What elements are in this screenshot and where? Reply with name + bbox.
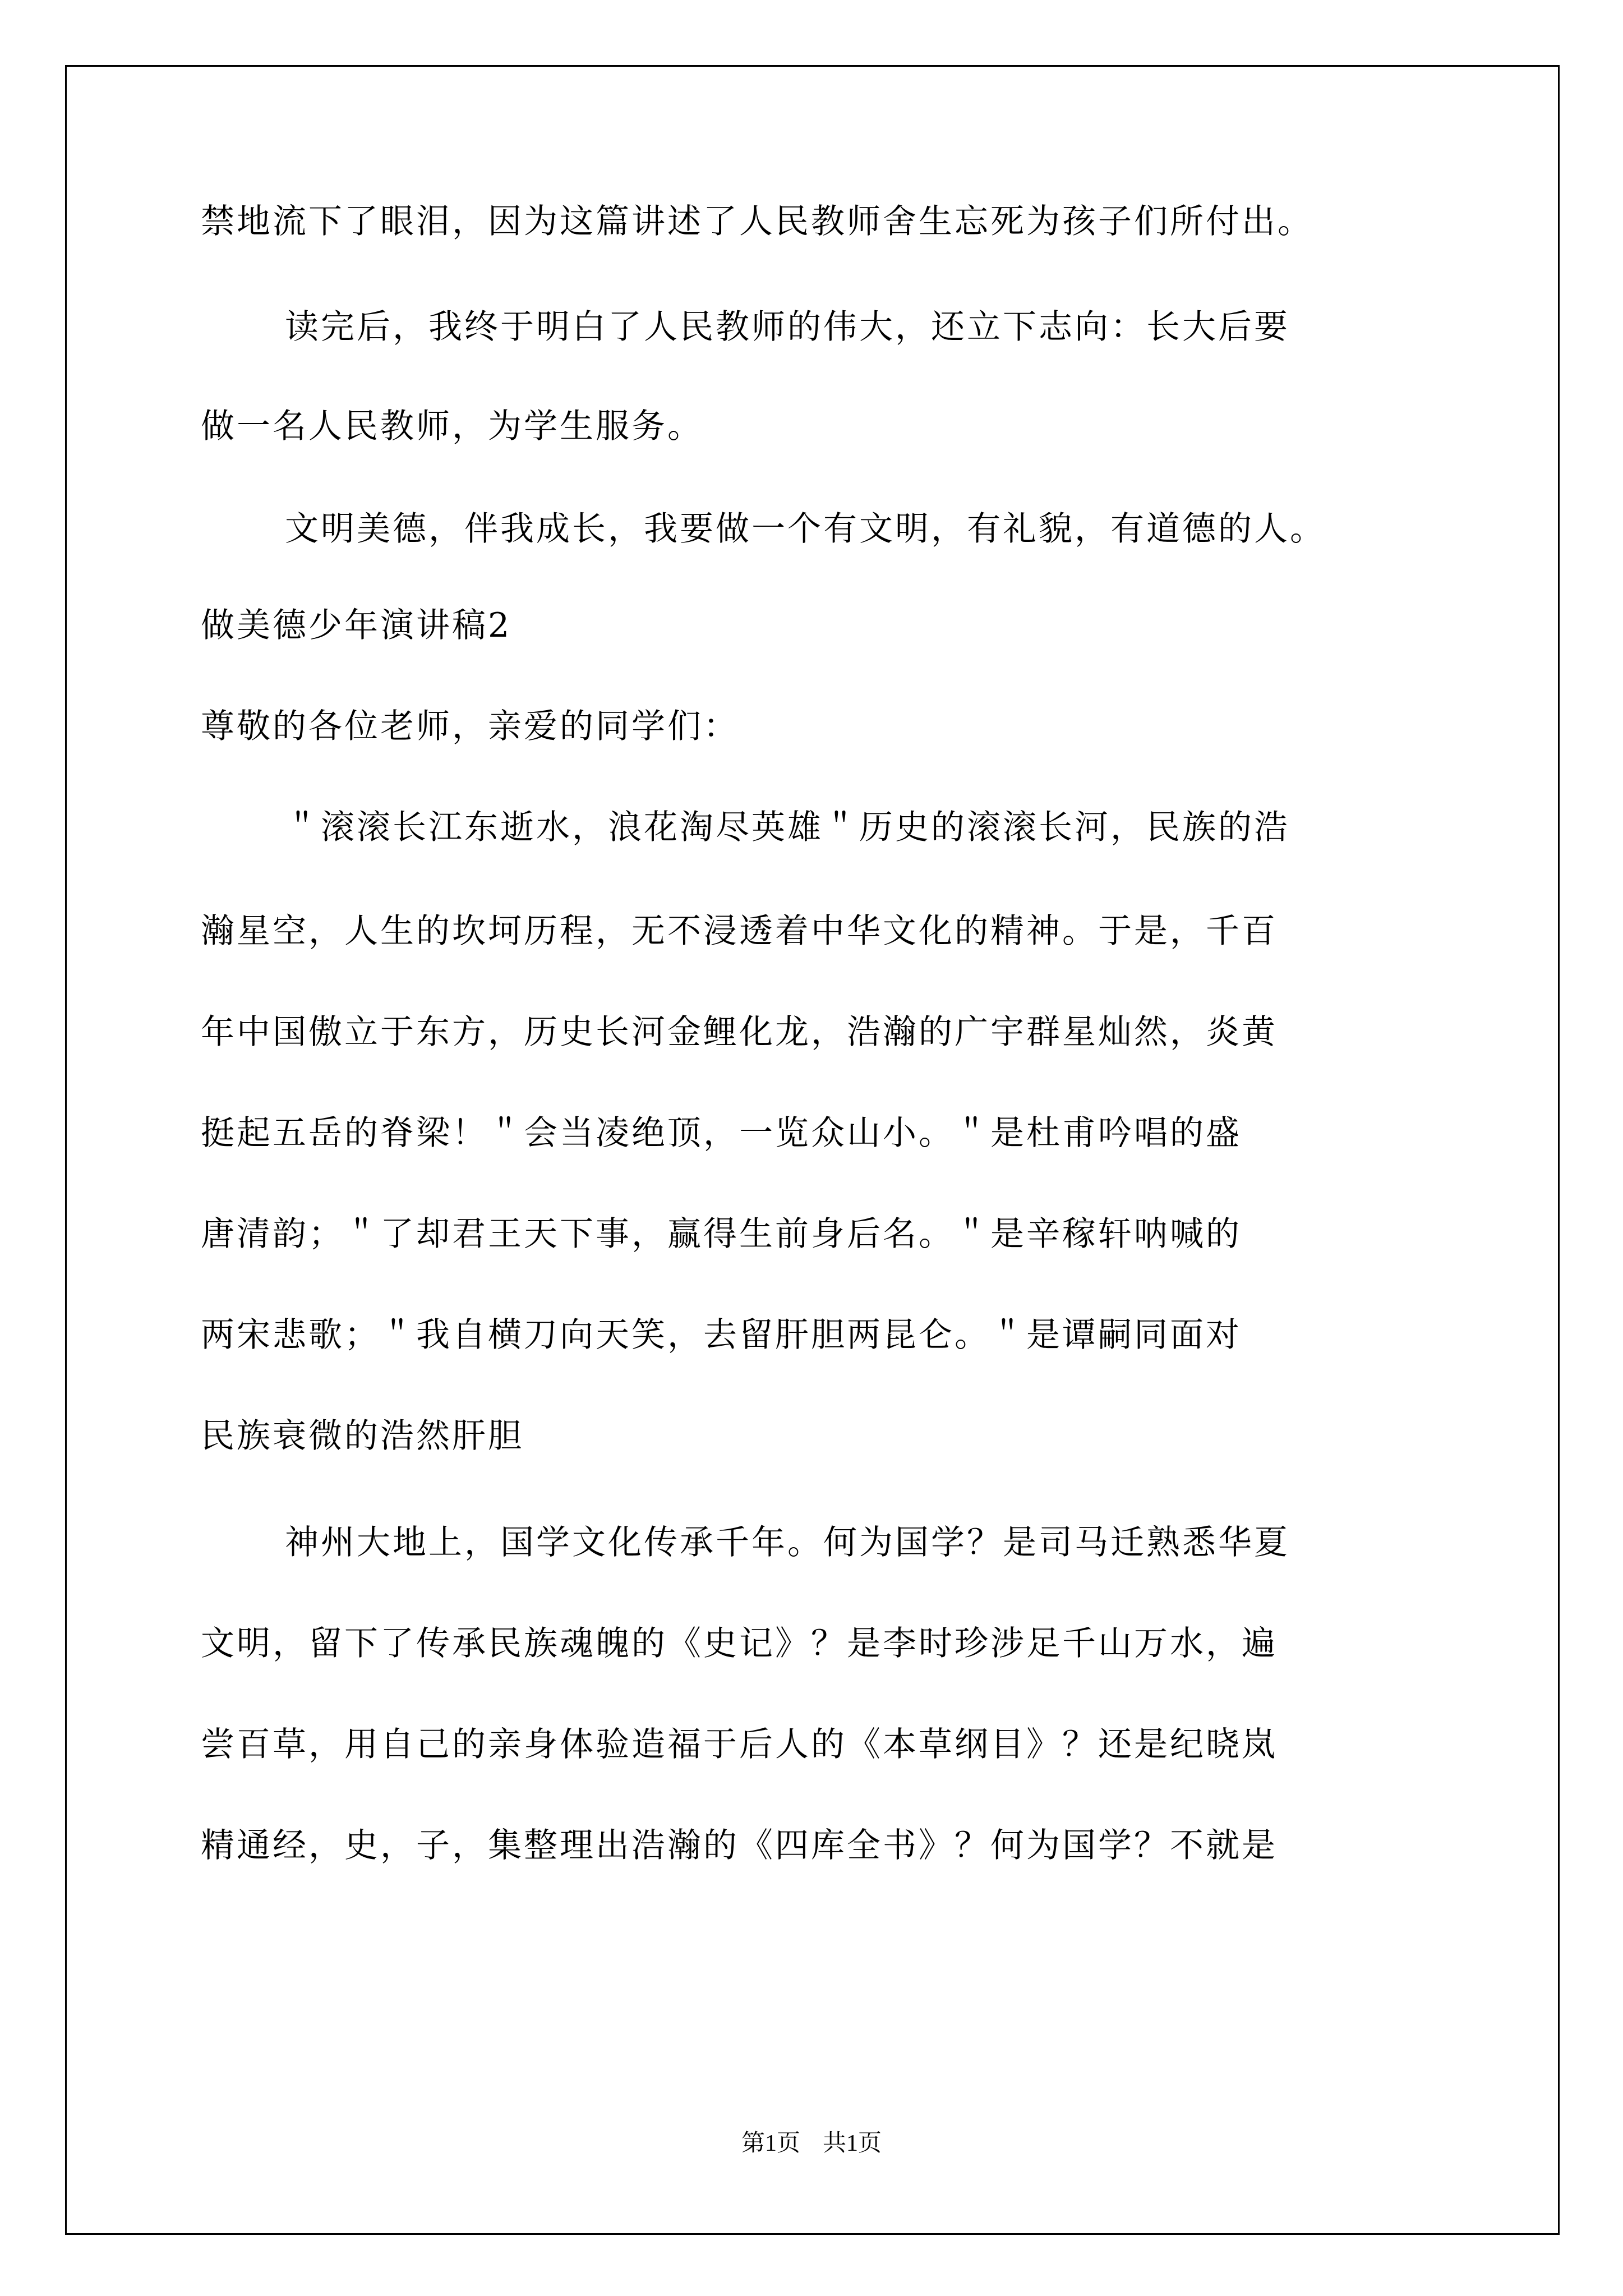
page-number: 第1页 (741, 2131, 800, 2156)
page-footer (0, 2129, 1623, 2157)
text-line: 年中国傲立于东方，历史长河金鲤化龙，浩瀚的广宇群星灿然，炎黄 (201, 1013, 1278, 1052)
text-line: 两宋悲歌；＂我自横刀向天笑，去留肝胆两昆仑。＂是谭嗣同面对 (201, 1315, 1242, 1355)
text-line: 做一名人民教师，为学生服务。 (201, 407, 703, 446)
text-line: 文明美德，伴我成长，我要做一个有文明，有礼貌，有道德的人。 (285, 509, 1326, 549)
salutation: 尊敬的各位老师，亲爱的同学们： (201, 707, 739, 746)
text-line: 精通经，史，子，集整理出浩瀚的《四库全书》？何为国学？不就是 (201, 1826, 1278, 1865)
text-line: 禁地流下了眼泪，因为这篇讲述了人民教师舍生忘死为孩子们所付出。 (201, 202, 1313, 241)
text-line: 文明，留下了传承民族魂魄的《史记》？是李时珍涉足千山万水，遍 (201, 1624, 1278, 1663)
text-line: 读完后，我终于明白了人民教师的伟大，还立下志向：长大后要 (285, 307, 1290, 347)
text-line: 神州大地上，国学文化传承千年。何为国学？是司马迁熟悉华夏 (285, 1523, 1290, 1562)
page-total: 共1页 (823, 2131, 882, 2156)
text-line: ＂滚滚长江东逝水，浪花淘尽英雄＂历史的滚滚长河，民族的浩 (285, 808, 1290, 847)
section-heading: 做美德少年演讲稿2 (201, 606, 512, 645)
text-line: 唐清韵；＂了却君王天下事，赢得生前身后名。＂是辛稼轩呐喊的 (201, 1214, 1242, 1254)
text-line: 挺起五岳的脊梁！＂会当凌绝顶，一览众山小。＂是杜甫吟唱的盛 (201, 1114, 1242, 1153)
text-line: 尝百草，用自己的亲身体验造福于后人的《本草纲目》？还是纪晓岚 (201, 1725, 1278, 1764)
text-line: 瀚星空，人生的坎坷历程，无不浸透着中华文化的精神。于是，千百 (201, 912, 1278, 951)
text-line: 民族衰微的浩然肝胆 (201, 1416, 524, 1456)
